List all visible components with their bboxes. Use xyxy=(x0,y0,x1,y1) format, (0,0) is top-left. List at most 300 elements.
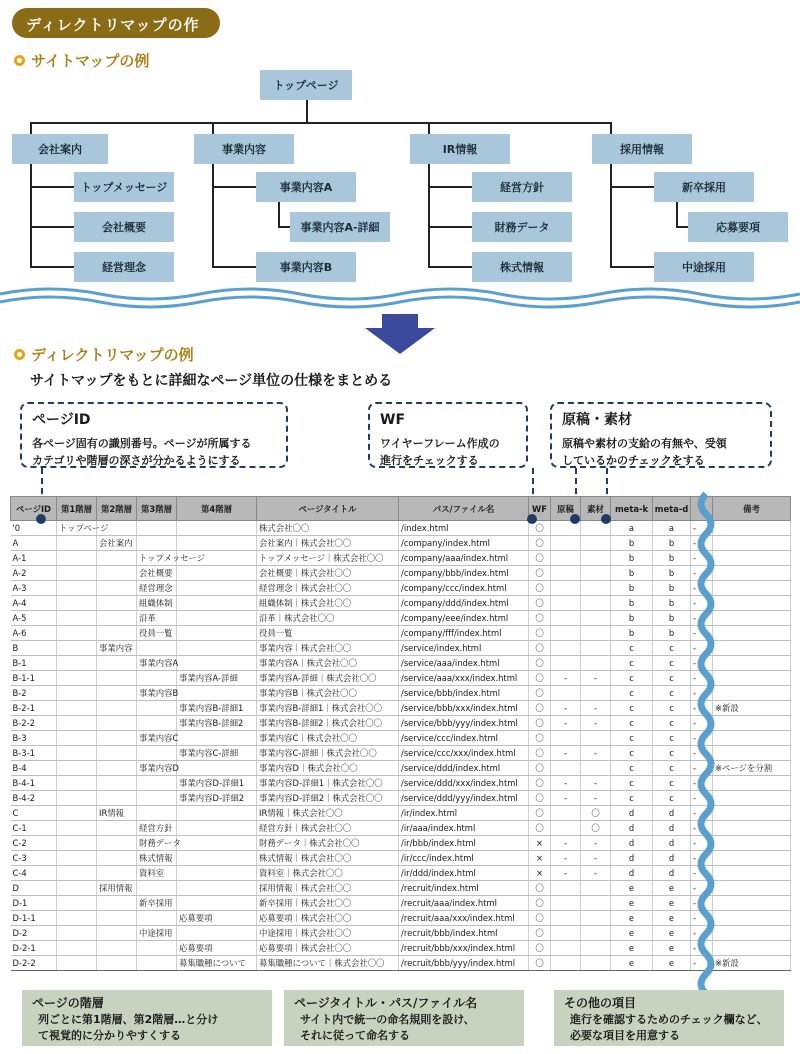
cell-l2 xyxy=(97,776,137,791)
cell-note xyxy=(713,536,791,551)
cell-l4 xyxy=(177,641,257,656)
cell-l1 xyxy=(57,596,97,611)
cell-wf: 〇 xyxy=(529,641,551,656)
sitemap-category: 事業内容 xyxy=(194,134,294,164)
cell-path: /recruit/index.html xyxy=(399,881,529,896)
cell-md: e xyxy=(653,941,691,956)
note-title: ページタイトル・パス/ファイル名 xyxy=(294,996,478,1010)
cell-soz xyxy=(581,761,611,776)
cell-x: - xyxy=(691,521,713,536)
cell-x: - xyxy=(691,926,713,941)
cell-wf: 〇 xyxy=(529,821,551,836)
cell-l4 xyxy=(177,761,257,776)
cell-title: 事業内容D｜株式会社〇〇 xyxy=(257,761,399,776)
cell-title: 沿革｜株式会社〇〇 xyxy=(257,611,399,626)
table-row xyxy=(11,836,791,851)
cell-mk: c xyxy=(611,656,653,671)
table-row xyxy=(11,791,791,806)
cell-md: b xyxy=(653,551,691,566)
cell-note xyxy=(713,671,791,686)
cell-l2 xyxy=(97,791,137,806)
sitemap-page: 応募要項 xyxy=(688,212,788,242)
cell-gen xyxy=(551,881,581,896)
sitemap-page: 財務データ xyxy=(472,212,572,242)
cell-wf: 〇 xyxy=(529,911,551,926)
cell-id: B-4 xyxy=(11,761,57,776)
bullet-icon xyxy=(14,349,25,360)
table-row xyxy=(11,761,791,776)
table-row xyxy=(11,776,791,791)
cell-path: /recruit/aaa/index.html xyxy=(399,896,529,911)
cell-wf: 〇 xyxy=(529,551,551,566)
cell-l2 xyxy=(97,701,137,716)
wave-divider xyxy=(0,282,800,310)
cell-mk: b xyxy=(611,581,653,596)
callout-line: 各ページ固有の識別番号。ページが所属する xyxy=(32,436,252,450)
cell-l3 xyxy=(137,536,177,551)
cell-md: e xyxy=(653,911,691,926)
cell-soz xyxy=(581,941,611,956)
sitemap-page: 経営理念 xyxy=(74,252,174,282)
cell-title: 経営方針｜株式会社〇〇 xyxy=(257,821,399,836)
cell-mk: e xyxy=(611,896,653,911)
cell-l3 xyxy=(137,806,177,821)
cell-id: A-2 xyxy=(11,566,57,581)
cell-path: /service/index.html xyxy=(399,641,529,656)
cell-mk: d xyxy=(611,836,653,851)
cell-wf: 〇 xyxy=(529,881,551,896)
cell-note xyxy=(713,596,791,611)
cell-title: IR情報｜株式会社〇〇 xyxy=(257,806,399,821)
cell-path: /service/ddd/index.html xyxy=(399,761,529,776)
cell-l2 xyxy=(97,716,137,731)
cell-soz xyxy=(581,881,611,896)
cell-soz: - xyxy=(581,776,611,791)
cell-path: /service/aaa/xxx/index.html xyxy=(399,671,529,686)
cell-title: 株式情報｜株式会社〇〇 xyxy=(257,851,399,866)
callout-title: ページID xyxy=(32,412,91,428)
table-row xyxy=(11,731,791,746)
cell-x: - xyxy=(691,626,713,641)
cell-mk: b xyxy=(611,596,653,611)
cell-path: /ir/aaa/index.html xyxy=(399,821,529,836)
cell-note xyxy=(713,566,791,581)
cell-path: /company/ddd/index.html xyxy=(399,596,529,611)
cell-note xyxy=(713,866,791,881)
cell-path: /service/bbb/index.html xyxy=(399,686,529,701)
cell-l3: 新卒採用 xyxy=(137,896,177,911)
cell-id: D-2-1 xyxy=(11,941,57,956)
cell-md: c xyxy=(653,731,691,746)
cell-mk: e xyxy=(611,941,653,956)
sitemap-category: 会社案内 xyxy=(12,134,108,164)
cell-soz xyxy=(581,926,611,941)
cell-l1 xyxy=(57,716,97,731)
cell-id: A-4 xyxy=(11,596,57,611)
note-title: ページの階層 xyxy=(32,996,104,1010)
sitemap-category: IR情報 xyxy=(410,134,510,164)
table-row xyxy=(11,956,791,971)
cell-note xyxy=(713,911,791,926)
cell-soz xyxy=(581,686,611,701)
cell-note xyxy=(713,791,791,806)
cell-l1 xyxy=(57,806,97,821)
sitemap-heading-text: サイトマップの例 xyxy=(31,52,150,70)
cell-title: 役員一覧 xyxy=(257,626,399,641)
cell-l1 xyxy=(57,611,97,626)
cell-l1 xyxy=(57,866,97,881)
cell-path: /service/ddd/yyy/index.html xyxy=(399,791,529,806)
cell-soz: - xyxy=(581,836,611,851)
cell-mk: b xyxy=(611,536,653,551)
cell-soz: 〇 xyxy=(581,806,611,821)
cell-path: /service/bbb/yyy/index.html xyxy=(399,716,529,731)
cell-wf: 〇 xyxy=(529,731,551,746)
cell-id: D-1 xyxy=(11,896,57,911)
cell-soz xyxy=(581,551,611,566)
cell-id: D-2-2 xyxy=(11,956,57,971)
cell-title: 事業内容｜株式会社〇〇 xyxy=(257,641,399,656)
cell-path: /service/aaa/index.html xyxy=(399,656,529,671)
cell-gen: - xyxy=(551,851,581,866)
cell-soz xyxy=(581,581,611,596)
cell-note xyxy=(713,836,791,851)
cell-gen: - xyxy=(551,791,581,806)
cell-note: ※新設 xyxy=(713,701,791,716)
table-row xyxy=(11,641,791,656)
cell-wf: 〇 xyxy=(529,566,551,581)
cell-id: B-2 xyxy=(11,686,57,701)
cell-md: d xyxy=(653,821,691,836)
cell-mk: d xyxy=(611,806,653,821)
col-header: 素材 xyxy=(581,497,611,521)
cell-l1 xyxy=(57,791,97,806)
cell-soz xyxy=(581,641,611,656)
cell-path: /company/eee/index.html xyxy=(399,611,529,626)
cell-l4 xyxy=(177,536,257,551)
cell-gen: - xyxy=(551,746,581,761)
cell-l1 xyxy=(57,821,97,836)
cell-mk: d xyxy=(611,821,653,836)
cell-l2 xyxy=(97,596,137,611)
col-header: 第2階層 xyxy=(97,497,137,521)
cell-l2: 採用情報 xyxy=(97,881,137,896)
cell-id: A-3 xyxy=(11,581,57,596)
cell-l4 xyxy=(177,896,257,911)
cell-gen xyxy=(551,611,581,626)
cell-l4: 応募要項 xyxy=(177,941,257,956)
cell-id: B-3 xyxy=(11,731,57,746)
sitemap-page: トップメッセージ xyxy=(74,172,174,202)
cell-l2 xyxy=(97,611,137,626)
cell-path: /recruit/aaa/xxx/index.html xyxy=(399,911,529,926)
cell-l1 xyxy=(57,641,97,656)
col-header: meta-d xyxy=(653,497,691,521)
cell-title: 応募要項｜株式会社〇〇 xyxy=(257,941,399,956)
cell-path: /service/ccc/index.html xyxy=(399,731,529,746)
cell-soz: - xyxy=(581,746,611,761)
table-row xyxy=(11,941,791,956)
cell-l1 xyxy=(57,881,97,896)
cell-note xyxy=(713,746,791,761)
cell-l4 xyxy=(177,821,257,836)
cell-mk: c xyxy=(611,671,653,686)
cell-l2 xyxy=(97,866,137,881)
cell-wf: 〇 xyxy=(529,611,551,626)
cell-x: - xyxy=(691,536,713,551)
cell-gen xyxy=(551,731,581,746)
cell-path: /recruit/bbb/index.html xyxy=(399,926,529,941)
cell-l3 xyxy=(137,956,177,971)
cell-l3: 事業内容C xyxy=(137,731,177,746)
table-row xyxy=(11,911,791,926)
cell-x: - xyxy=(691,851,713,866)
cell-id: D xyxy=(11,881,57,896)
table-row xyxy=(11,926,791,941)
cell-wf: 〇 xyxy=(529,716,551,731)
cell-l1 xyxy=(57,926,97,941)
sitemap-page: 会社概要 xyxy=(74,212,174,242)
col-header: ページタイトル xyxy=(257,497,399,521)
cell-l4 xyxy=(177,566,257,581)
col-header: パス/ファイル名 xyxy=(399,497,529,521)
cell-gen xyxy=(551,596,581,611)
cell-l3 xyxy=(137,716,177,731)
callout-line: 原稿や素材の支給の有無や、受領 xyxy=(562,436,727,450)
cell-gen: - xyxy=(551,866,581,881)
cell-soz: - xyxy=(581,866,611,881)
cell-wf: × xyxy=(529,866,551,881)
cell-l1 xyxy=(57,776,97,791)
cell-l2 xyxy=(97,566,137,581)
cell-l4: 事業内容B-詳細2 xyxy=(177,716,257,731)
cell-title: 中途採用｜株式会社〇〇 xyxy=(257,926,399,941)
cell-title: 経営理念｜株式会社〇〇 xyxy=(257,581,399,596)
cell-x: - xyxy=(691,806,713,821)
cell-soz xyxy=(581,611,611,626)
cell-l2 xyxy=(97,851,137,866)
cell-mk: c xyxy=(611,701,653,716)
cell-gen: - xyxy=(551,836,581,851)
cell-l1: トップページ xyxy=(57,521,97,536)
cell-wf: 〇 xyxy=(529,671,551,686)
cell-gen: - xyxy=(551,671,581,686)
cell-wf: × xyxy=(529,851,551,866)
cell-id: A-1 xyxy=(11,551,57,566)
cell-md: e xyxy=(653,896,691,911)
cell-l4 xyxy=(177,881,257,896)
cell-l1 xyxy=(57,656,97,671)
cell-title: 応募要項｜株式会社〇〇 xyxy=(257,911,399,926)
callout-title: WF xyxy=(380,412,406,428)
cell-path: /service/ddd/xxx/index.html xyxy=(399,776,529,791)
cell-l2: IR情報 xyxy=(97,806,137,821)
cell-l4 xyxy=(177,611,257,626)
cell-title: 組織体制｜株式会社〇〇 xyxy=(257,596,399,611)
table-row xyxy=(11,521,791,536)
cell-l4 xyxy=(177,851,257,866)
cell-title: 事業内容B-詳細2｜株式会社〇〇 xyxy=(257,716,399,731)
note-naming xyxy=(284,990,524,1046)
cell-md: c xyxy=(653,671,691,686)
cell-l4 xyxy=(177,521,257,536)
cell-l4: 事業内容A-詳細 xyxy=(177,671,257,686)
cell-l1 xyxy=(57,686,97,701)
cell-md: b xyxy=(653,581,691,596)
note-hierarchy xyxy=(22,990,272,1046)
cell-gen xyxy=(551,911,581,926)
cell-title: 事業内容D-詳細1｜株式会社〇〇 xyxy=(257,776,399,791)
cell-l1 xyxy=(57,701,97,716)
col-header: WF xyxy=(529,497,551,521)
cell-id: C-3 xyxy=(11,851,57,866)
table-row xyxy=(11,881,791,896)
cell-x: - xyxy=(691,701,713,716)
cell-note xyxy=(713,896,791,911)
cell-mk: e xyxy=(611,926,653,941)
cell-title: 新卒採用｜株式会社〇〇 xyxy=(257,896,399,911)
cell-note xyxy=(713,776,791,791)
cell-id: B-3-1 xyxy=(11,746,57,761)
directory-heading-text: ディレクトリマップの例 xyxy=(31,346,194,364)
cell-id: B-1 xyxy=(11,656,57,671)
cell-l2 xyxy=(97,926,137,941)
table-header-row xyxy=(11,497,791,521)
cell-title: トップメッセージ｜株式会社〇〇 xyxy=(257,551,399,566)
cell-l3 xyxy=(137,911,177,926)
cell-gen xyxy=(551,956,581,971)
cell-id: D-2 xyxy=(11,926,57,941)
cell-md: e xyxy=(653,926,691,941)
cell-soz xyxy=(581,911,611,926)
cell-md: c xyxy=(653,746,691,761)
cell-l2 xyxy=(97,761,137,776)
table-row xyxy=(11,746,791,761)
table-row xyxy=(11,581,791,596)
cell-note xyxy=(713,581,791,596)
cell-l4 xyxy=(177,686,257,701)
note-line: て視覚的に分かりやすくする xyxy=(38,1029,181,1043)
cell-note xyxy=(713,881,791,896)
cell-mk: e xyxy=(611,911,653,926)
sitemap-top-page: トップページ xyxy=(260,70,352,100)
cell-note xyxy=(713,656,791,671)
cell-l3 xyxy=(137,881,177,896)
cell-l4 xyxy=(177,806,257,821)
note-line: 進行を確認するためのチェック欄など、 xyxy=(570,1013,768,1027)
cell-x: - xyxy=(691,566,713,581)
cell-l3 xyxy=(137,941,177,956)
cell-l2 xyxy=(97,911,137,926)
cell-x: - xyxy=(691,791,713,806)
cell-l1 xyxy=(57,566,97,581)
cell-x: - xyxy=(691,836,713,851)
directory-heading xyxy=(14,344,194,365)
cell-soz: 〇 xyxy=(581,821,611,836)
cell-x: - xyxy=(691,581,713,596)
cell-l3: 会社概要 xyxy=(137,566,177,581)
table-row xyxy=(11,596,791,611)
col-header: 原稿 xyxy=(551,497,581,521)
cell-id: A-6 xyxy=(11,626,57,641)
cell-wf: 〇 xyxy=(529,656,551,671)
cell-title: 事業内容D-詳細2｜株式会社〇〇 xyxy=(257,791,399,806)
cell-md: c xyxy=(653,791,691,806)
note-other xyxy=(554,990,784,1046)
col-header: 第4階層 xyxy=(177,497,257,521)
callout-line: しているかのチェックをする xyxy=(562,453,705,467)
cell-wf: × xyxy=(529,836,551,851)
table-row xyxy=(11,626,791,641)
cell-soz xyxy=(581,956,611,971)
directory-subtitle: サイトマップをもとに詳細なページ単位の仕様をまとめる xyxy=(30,373,393,389)
cell-md: b xyxy=(653,611,691,626)
cell-l4 xyxy=(177,626,257,641)
cell-path: /ir/bbb/index.html xyxy=(399,836,529,851)
table-row xyxy=(11,806,791,821)
cell-id: '0 xyxy=(11,521,57,536)
cell-note xyxy=(713,926,791,941)
cell-x: - xyxy=(691,746,713,761)
cell-l3: 組織体制 xyxy=(137,596,177,611)
cell-gen: - xyxy=(551,776,581,791)
cell-md: d xyxy=(653,851,691,866)
table-row xyxy=(11,671,791,686)
cell-id: B-2-1 xyxy=(11,701,57,716)
cell-note: ※ページを分割 xyxy=(713,761,791,776)
cell-title: 会社概要｜株式会社〇〇 xyxy=(257,566,399,581)
cell-path: /company/aaa/index.html xyxy=(399,551,529,566)
table-row xyxy=(11,611,791,626)
cell-mk: d xyxy=(611,851,653,866)
cell-path: /index.html xyxy=(399,521,529,536)
cell-title: 採用情報｜株式会社〇〇 xyxy=(257,881,399,896)
cell-wf: 〇 xyxy=(529,686,551,701)
sitemap-page: 事業内容B xyxy=(256,252,356,282)
cell-l3: 株式情報 xyxy=(137,851,177,866)
cell-l4 xyxy=(177,731,257,746)
cell-mk: b xyxy=(611,626,653,641)
cell-l1 xyxy=(57,551,97,566)
cell-l2 xyxy=(97,551,137,566)
cell-gen xyxy=(551,566,581,581)
cell-wf: 〇 xyxy=(529,626,551,641)
table-row xyxy=(11,566,791,581)
cell-l1 xyxy=(57,896,97,911)
cell-l1 xyxy=(57,731,97,746)
cell-l3: 経営方針 xyxy=(137,821,177,836)
cell-mk: e xyxy=(611,881,653,896)
cell-title: 事業内容A-詳細｜株式会社〇〇 xyxy=(257,671,399,686)
cell-mk: b xyxy=(611,611,653,626)
cell-soz: - xyxy=(581,851,611,866)
cell-md: a xyxy=(653,521,691,536)
sitemap-page: 事業内容A-詳細 xyxy=(290,212,390,242)
cell-l3: 経営理念 xyxy=(137,581,177,596)
cell-l1 xyxy=(57,746,97,761)
sitemap-page: 経営方針 xyxy=(472,172,572,202)
cell-note xyxy=(713,686,791,701)
directory-table xyxy=(10,496,791,971)
cell-note xyxy=(713,521,791,536)
cell-l4: 事業内容D-詳細1 xyxy=(177,776,257,791)
down-arrow-icon xyxy=(365,314,435,354)
cell-l4 xyxy=(177,656,257,671)
callout-line: 進行をチェックする xyxy=(380,453,479,467)
cell-id: A xyxy=(11,536,57,551)
cell-l1 xyxy=(57,911,97,926)
sitemap-page: 事業内容A xyxy=(256,172,356,202)
